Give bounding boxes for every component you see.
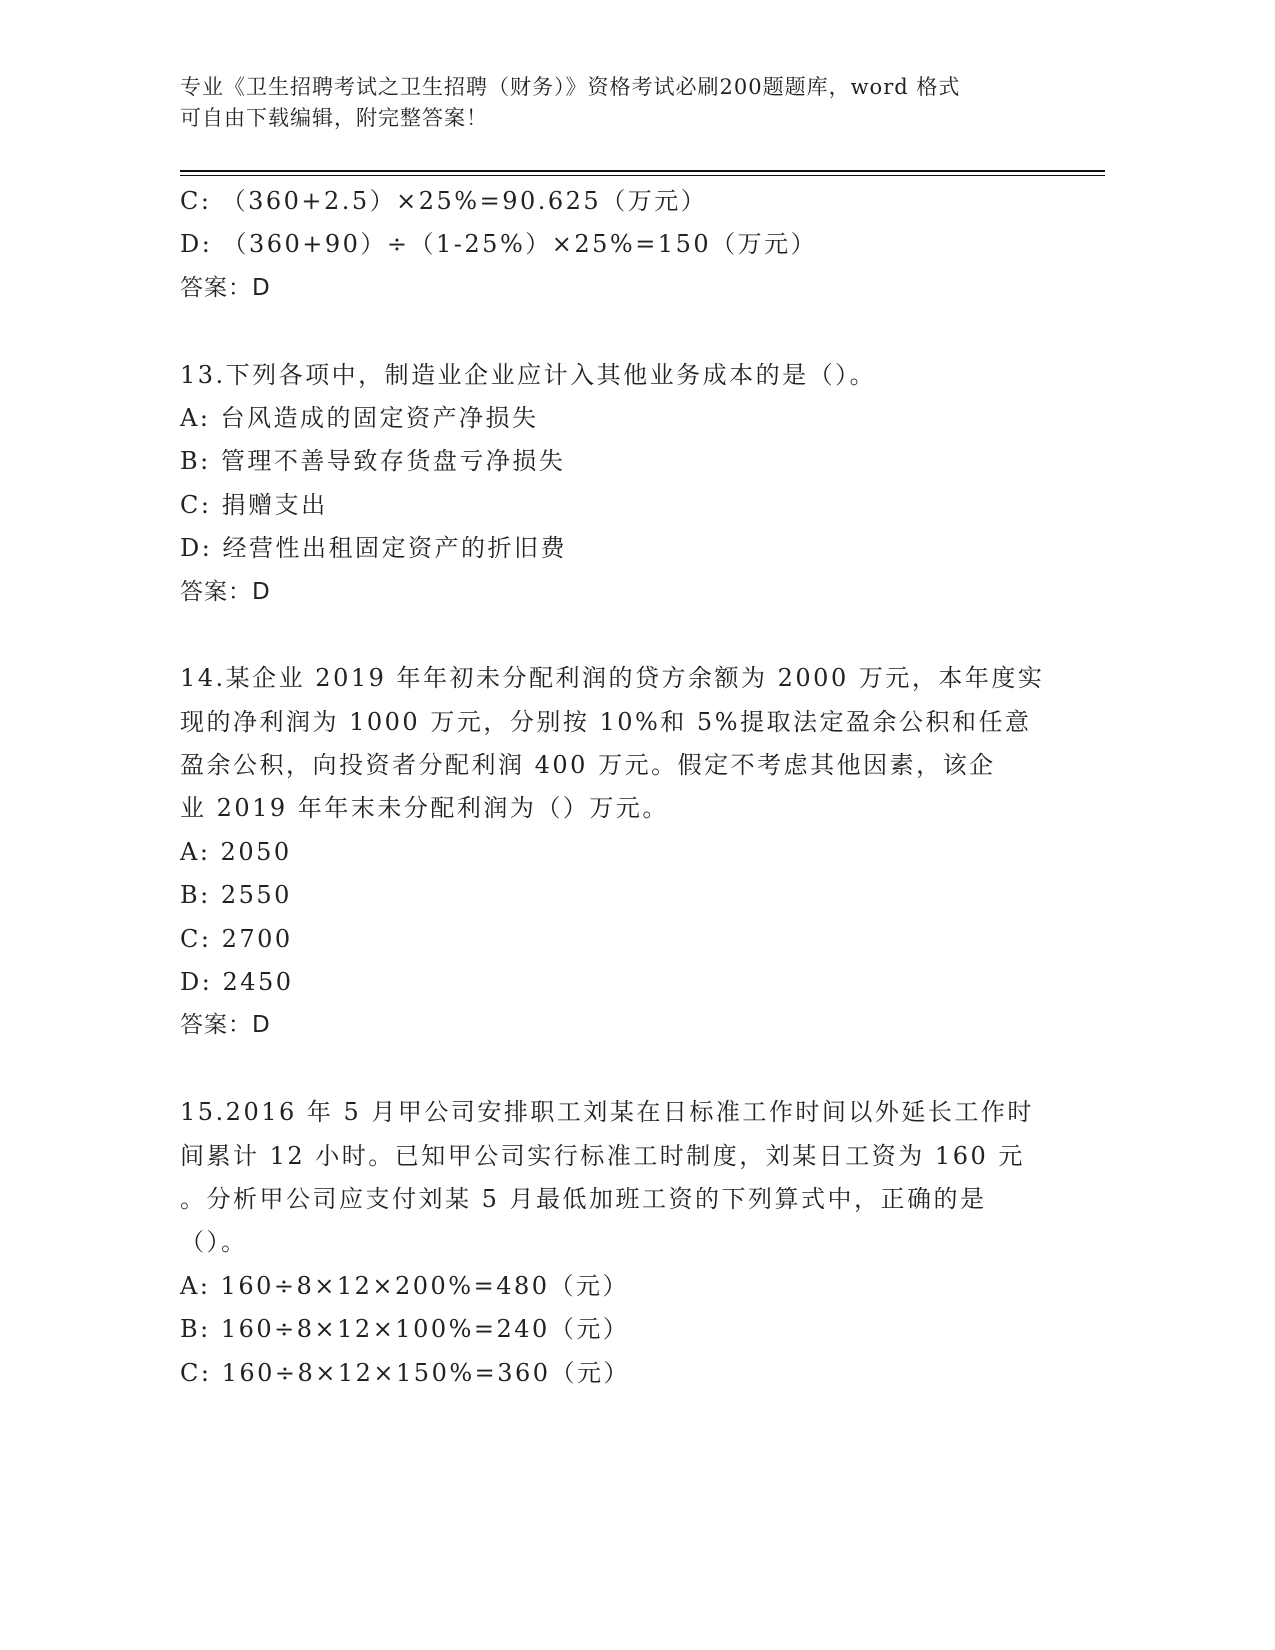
question-15 [180, 1091, 1040, 1395]
question-text: 13.下列各项中，制造业企业应计入其他业务成本的是（）。 [180, 360, 877, 389]
option-d: D: （360+90）÷（1-25%）×25%=150（万元） [180, 230, 818, 259]
question-text: 15.2016 年 5 月甲公司安排职工刘某在日标准工作时间以外延长工作时 [180, 1098, 1034, 1127]
header-line: 专业《卫生招聘考试之卫生招聘（财务）》资格考试必刷200题题库，word 格式 [180, 75, 961, 99]
option-b: B: 2550 [180, 881, 292, 910]
question-text: 间累计 12 小时。已知甲公司实行标准工时制度，刘某日工资为 160 元 [180, 1141, 1025, 1170]
option-b: B: 管理不善导致存货盘亏净损失 [180, 447, 566, 476]
answer: 答案：D [180, 1012, 271, 1039]
question-text: （）。 [180, 1228, 248, 1257]
answer: 答案：D [180, 274, 271, 301]
option-c: C: 捐赠支出 [180, 490, 328, 519]
question-13 [180, 354, 1040, 614]
question-12-tail [180, 180, 1040, 310]
question-text: 。分析甲公司应支付刘某 5 月最低加班工资的下列算式中，正确的是 [180, 1184, 987, 1213]
header-divider [180, 170, 1105, 172]
question-text: 14.某企业 2019 年年初未分配利润的贷方余额为 2000 万元，本年度实 [180, 664, 1045, 693]
header-line: 可自由下载编辑，附完整答案！ [180, 106, 488, 130]
question-text: 现的净利润为 1000 万元，分别按 10%和 5%提取法定盈余公积和任意 [180, 707, 1032, 736]
option-b: B: 160÷8×12×100%=240（元） [180, 1315, 630, 1344]
header-divider [180, 175, 1105, 176]
question-text: 盈余公积，向投资者分配利润 400 万元。假定不考虑其他因素，该企 [180, 751, 996, 780]
option-c: C: 2700 [180, 924, 293, 953]
option-a: A: 2050 [180, 837, 292, 866]
question-14 [180, 657, 1045, 1048]
document-header [180, 72, 1040, 134]
answer: 答案：D [180, 578, 271, 605]
option-c: C: 160÷8×12×150%=360（元） [180, 1358, 631, 1387]
option-d: D: 经营性出租固定资产的折旧费 [180, 534, 567, 563]
option-a: A: 160÷8×12×200%=480（元） [180, 1271, 630, 1300]
document-body [180, 180, 1045, 1395]
option-a: A: 台风造成的固定资产净损失 [180, 403, 539, 432]
option-c: C: （360+2.5）×25%=90.625（万元） [180, 187, 708, 215]
question-text: 业 2019 年年末未分配利润为（）万元。 [180, 794, 669, 823]
option-d: D: 2450 [180, 968, 294, 997]
